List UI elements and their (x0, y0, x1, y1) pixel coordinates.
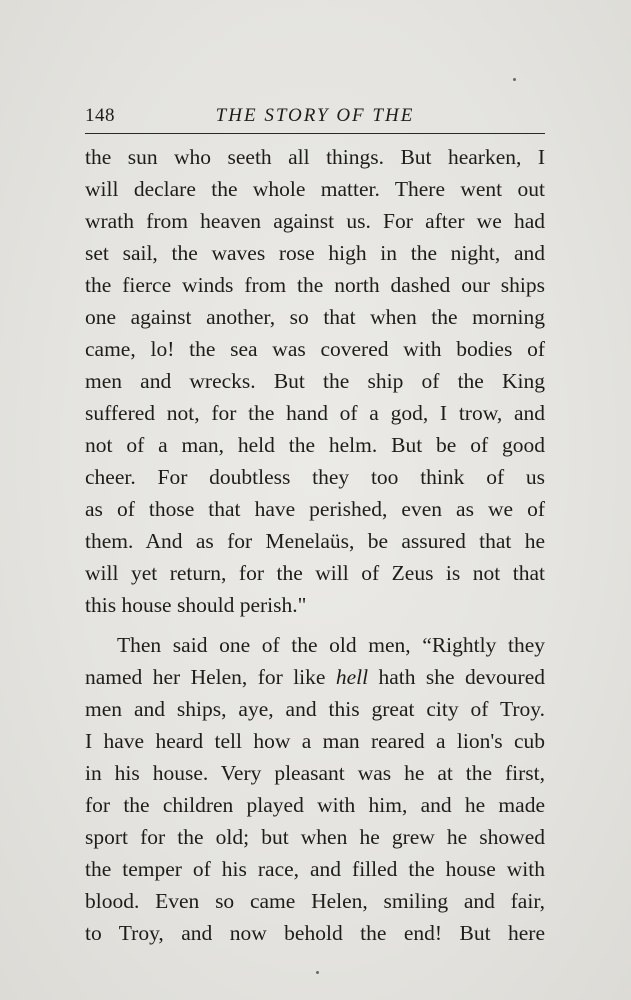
text-line: sport for the old; but when he grew he showed (85, 825, 545, 849)
text-line: as of those that have perished, even as we of (85, 497, 545, 521)
text-line: to Troy, and now behold the end! But here (85, 921, 545, 945)
text-line: Then said one of the old men, “Rightly they (117, 633, 545, 657)
text-line: the temper of his race, and filled the house with (85, 857, 545, 881)
text-line: came, lo! the sea was covered with bodies of (85, 337, 545, 361)
text-line: blood. Even so came Helen, smiling and fair, (85, 889, 545, 913)
paragraph-2 (85, 629, 545, 949)
page-header (85, 102, 545, 132)
text-line: men and ships, aye, and this great city of Troy. (85, 697, 545, 721)
text-line: I have heard tell how a man reared a lion's cub (85, 729, 545, 753)
body-text (85, 141, 545, 949)
text-line: set sail, the waves rose high in the night, and (85, 241, 545, 265)
text-line: the sun who seeth all things. But hearken, I (85, 145, 545, 169)
text-line: men and wrecks. But the ship of the King (85, 369, 545, 393)
paragraph-gap (85, 621, 545, 629)
page-number: 148 (85, 105, 115, 126)
text-line: named her Helen, for like hell hath she devoured (85, 665, 545, 689)
text-line: the fierce winds from the north dashed our ships (85, 273, 545, 297)
print-speck (513, 78, 516, 81)
running-title: THE STORY OF THE (215, 105, 415, 126)
header-rule (85, 133, 545, 134)
text-line: in his house. Very pleasant was he at the first, (85, 761, 545, 785)
text-line: them. And as for Menelaüs, be assured that he (85, 529, 545, 553)
text-line: will declare the whole matter. There went out (85, 177, 545, 201)
text-line: cheer. For doubtless they too think of us (85, 465, 545, 489)
text-line: wrath from heaven against us. For after we had (85, 209, 545, 233)
print-speck (316, 971, 319, 974)
text-line: not of a man, held the helm. But be of good (85, 433, 545, 457)
text-line: one against another, so that when the morning (85, 305, 545, 329)
text-line: for the children played with him, and he made (85, 793, 545, 817)
paragraph-1 (85, 141, 545, 621)
text-line: will yet return, for the will of Zeus is not that (85, 561, 545, 585)
text-line: this house should perish." (85, 593, 307, 617)
text-line: suffered not, for the hand of a god, I trow, and (85, 401, 545, 425)
